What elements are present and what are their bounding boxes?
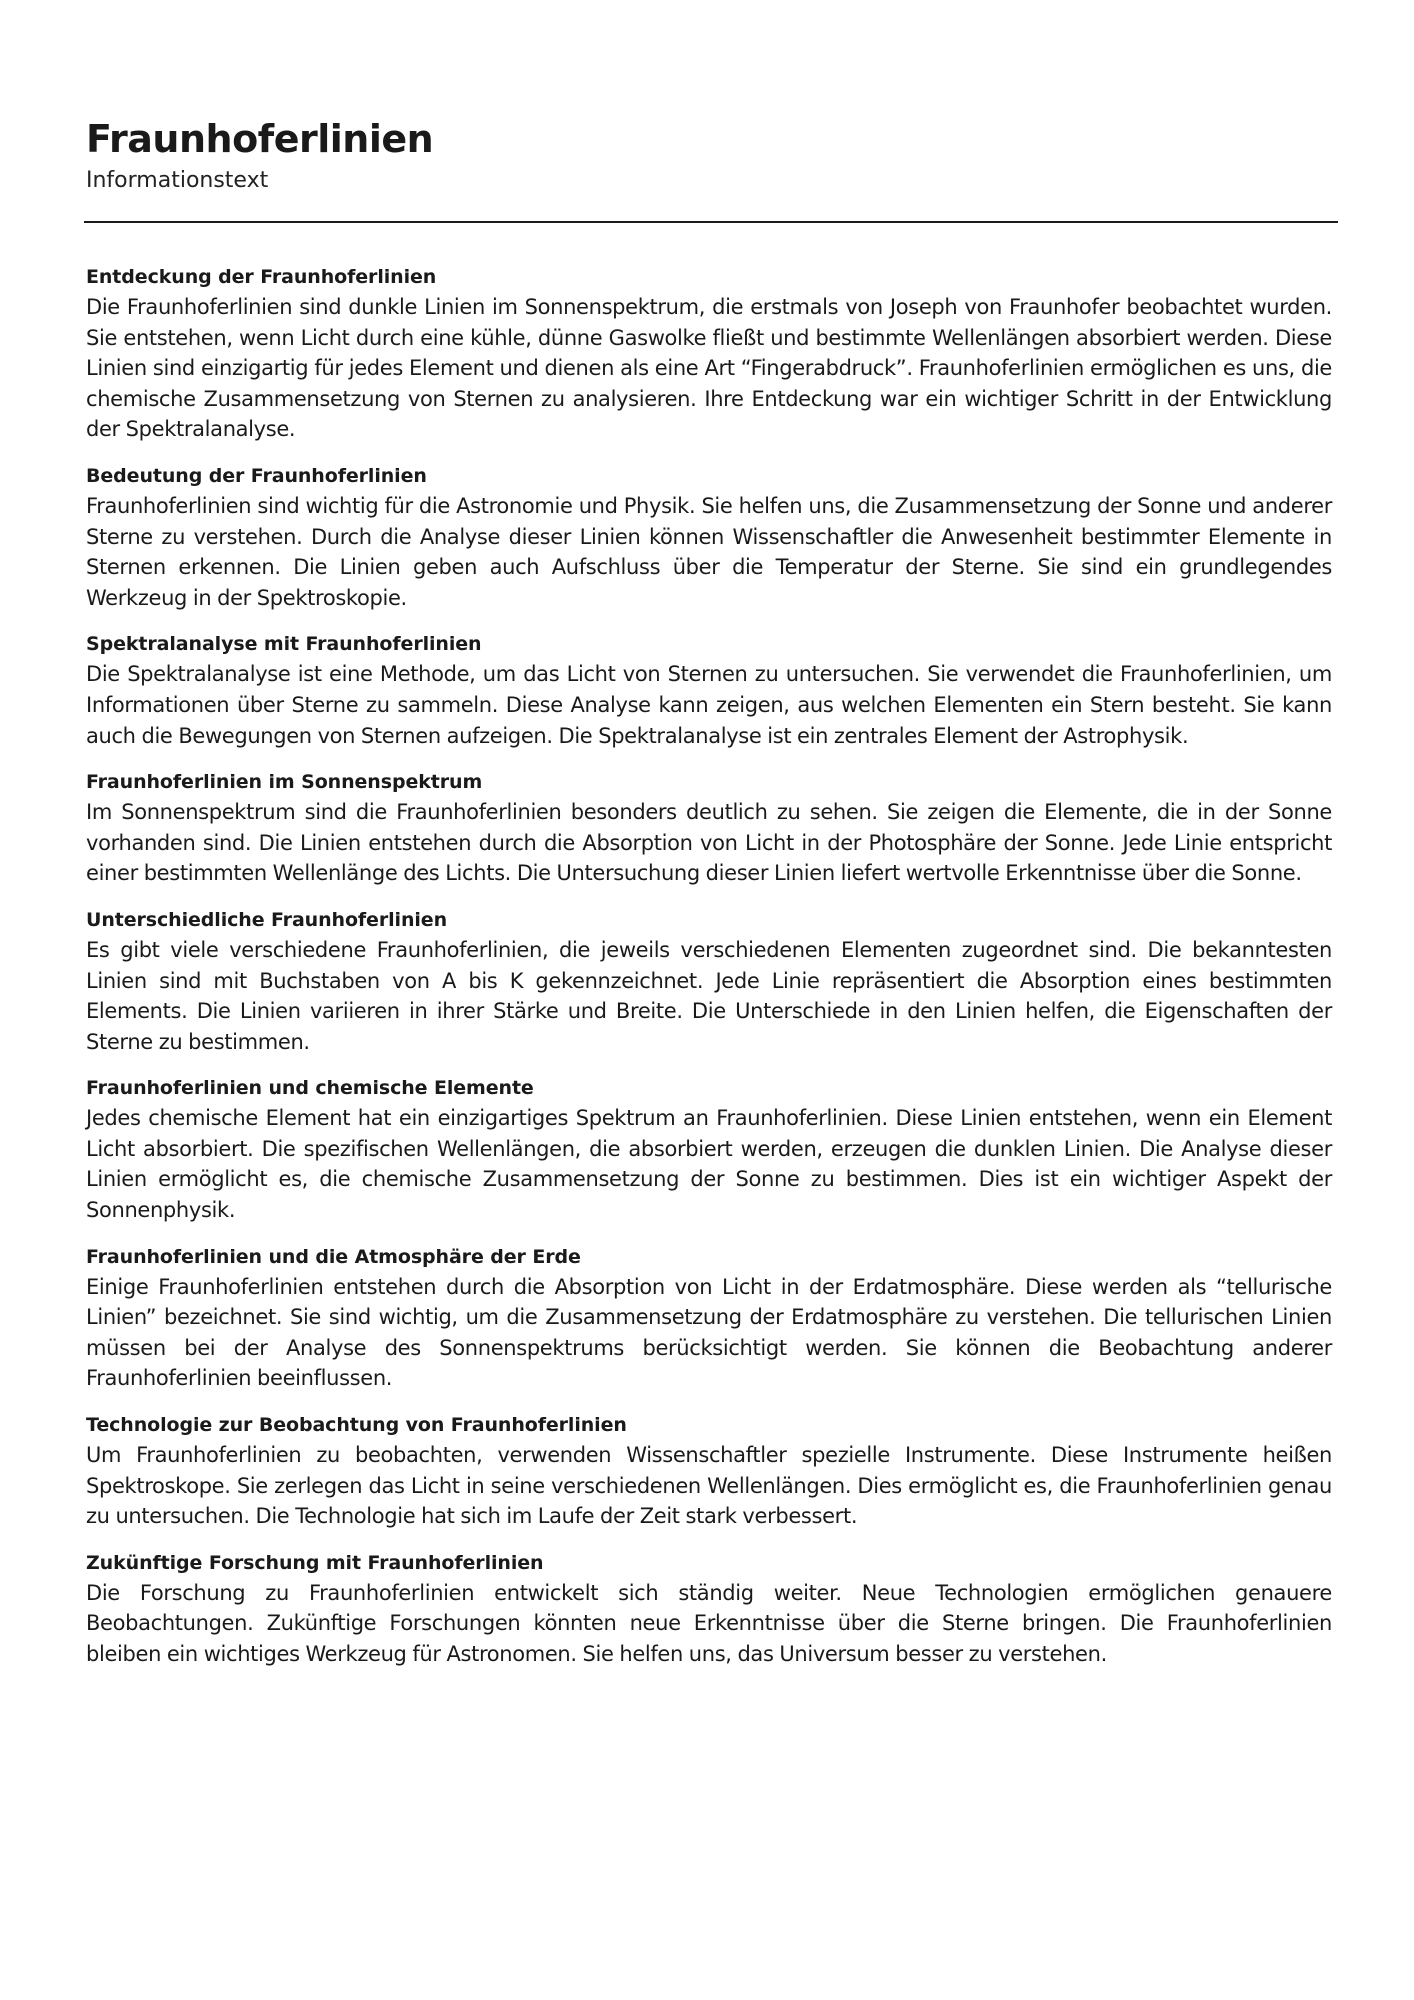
section-unterschiedliche: [86, 905, 1332, 1057]
section-heading: Entdeckung der Fraunhoferlinien: [86, 266, 437, 288]
section-body: Um Fraunhoferlinien zu beobachten, verwenden Wissenschaftler spezielle Instrumente. Diese Instrumente heißen Spektroskope. Sie zerlegen das Licht in seine verschiedenen Wellenlängen. Dies ermöglicht es, die Fraunhoferlinien genau zu untersuchen. Die Technologie hat sich im Laufe der Zeit stark verbessert.: [86, 1443, 1332, 1529]
document-title: Fraunhoferlinien: [86, 117, 434, 161]
section-heading: Zukünftige Forschung mit Fraunhoferlinien: [86, 1551, 544, 1574]
section-entdeckung: [86, 262, 1332, 445]
section-heading: Spektralanalyse mit Fraunhoferlinien: [86, 633, 482, 656]
section-chemische-elemente: [86, 1073, 1332, 1225]
section-heading: Technologie zur Beobachtung von Fraunhoferlinien: [86, 1414, 627, 1437]
section-heading: Bedeutung der Fraunhoferlinien: [86, 464, 427, 487]
section-atmosphaere: [86, 1242, 1332, 1394]
section-heading: Fraunhoferlinien und die Atmosphäre der Erde: [86, 1245, 581, 1268]
section-heading: Fraunhoferlinien und chemische Elemente: [86, 1077, 534, 1100]
document-subtitle: Informationstext: [86, 168, 269, 193]
section-body: Jedes chemische Element hat ein einzigartiges Spektrum an Fraunhoferlinien. Diese Linien entstehen, wenn ein Element Licht absorbiert. Die spezifischen Wellenlängen, die absorbiert werden, erzeugen die dunklen Linien. Die Analyse dieser Linien ermöglicht es, die chemische Zusammensetzung der Sonne zu bestimmen. Dies ist ein wichtiger Aspekt der Sonnenphysik.: [86, 1106, 1332, 1223]
section-body: Fraunhoferlinien sind wichtig für die Astronomie und Physik. Sie helfen uns, die Zusammensetzung der Sonne und anderer Sterne zu verstehen. Durch die Analyse dieser Linien können Wissenschaftler die Anwesenheit bestimmter Elemente in Sternen erkennen. Die Linien geben auch Aufschluss über die Temperatur der Sterne. Sie sind ein grundlegendes Werkzeug in der Spektroskopie.: [86, 493, 1332, 610]
section-bedeutung: [86, 461, 1332, 613]
section-sonnenspektrum: [86, 767, 1332, 889]
section-body: Die Fraunhoferlinien sind dunkle Linien im Sonnenspektrum, die erstmals von Joseph von Fraunhofer beobachtet wurden. Sie entstehen, wenn Licht durch eine kühle, dünne Gaswolke fließt und bestimmte Wellenlängen absorbiert werden. Diese Linien sind einzigartig für jedes Element und dienen als eine Art “Fingerabdruck”. Fraunhoferlinien ermöglichen es uns, die chemische Zusammensetzung von Sternen zu analysieren. Ihre Entdeckung war ein wichtiger Schritt in der Entwicklung der Spektralanalyse.: [86, 295, 1332, 442]
document-header: [86, 112, 1336, 196]
section-body: Einige Fraunhoferlinien entstehen durch die Absorption von Licht in der Erdatmosphäre. Diese werden als “tellurische Linien” bezeichnet. Sie sind wichtig, um die Zusammensetzung der Erdatmosphäre zu verstehen. Die tellurischen Linien müssen bei der Analyse des Sonnenspektrums berücksichtigt werden. Sie können die Beobachtung anderer Fraunhoferlinien beeinflussen.: [86, 1274, 1332, 1391]
section-zukuenftige-forschung: [86, 1548, 1332, 1670]
section-body: Die Spektralanalyse ist eine Methode, um das Licht von Sternen zu untersuchen. Sie verwendet die Fraunhoferlinien, um Informationen über Sterne zu sammeln. Diese Analyse kann zeigen, aus welchen Elementen ein Stern besteht. Sie kann auch die Bewegungen von Sternen aufzeigen. Die Spektralanalyse ist ein zentrales Element der Astrophysik.: [86, 662, 1332, 748]
section-heading: Unterschiedliche Fraunhoferlinien: [86, 908, 447, 931]
document-content: [86, 262, 1332, 1686]
header-divider: [84, 221, 1338, 223]
section-body: Im Sonnenspektrum sind die Fraunhoferlinien besonders deutlich zu sehen. Sie zeigen die Elemente, die in der Sonne vorhanden sind. Die Linien entstehen durch die Absorption von Licht in der Photosphäre der Sonne. Jede Linie entspricht einer bestimmten Wellenlänge des Lichts. Die Untersuchung dieser Linien liefert wertvolle Erkenntnisse über die Sonne.: [86, 800, 1332, 886]
section-spektralanalyse: [86, 629, 1332, 751]
section-body: Die Forschung zu Fraunhoferlinien entwickelt sich ständig weiter. Neue Technologien ermöglichen genauere Beobachtungen. Zukünftige Forschungen könnten neue Erkenntnisse über die Sterne bringen. Die Fraunhoferlinien bleiben ein wichtiges Werkzeug für Astronomen. Sie helfen uns, das Universum besser zu verstehen.: [86, 1580, 1332, 1666]
section-heading: Fraunhoferlinien im Sonnenspektrum: [86, 771, 483, 794]
section-technologie: [86, 1410, 1332, 1532]
section-body: Es gibt viele verschiedene Fraunhoferlinien, die jeweils verschiedenen Elementen zugeordnet sind. Die bekanntesten Linien sind mit Buchstaben von A bis K gekennzeichnet. Jede Linie repräsentiert die Absorption eines bestimmten Elements. Die Linien variieren in ihrer Stärke und Breite. Die Unterschiede in den Linien helfen, die Eigenschaften der Sterne zu bestimmen.: [86, 937, 1332, 1054]
